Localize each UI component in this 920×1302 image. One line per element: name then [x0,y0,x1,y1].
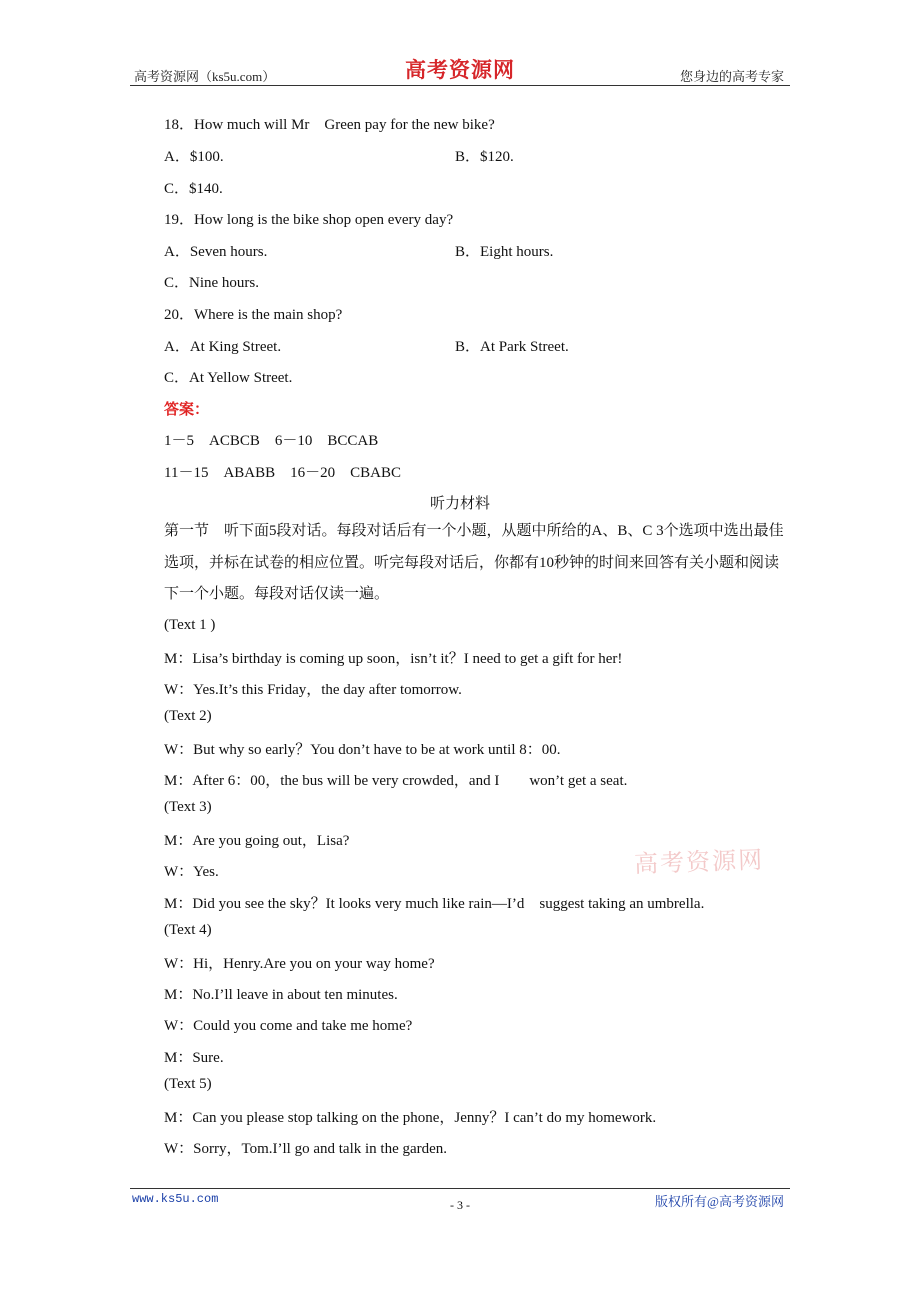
dialogue-line: M：Did you see the sky？It looks very much like rain—I’d suggest taking an umbrella. [164,896,705,912]
question-19-stem: 19．How long is the bike shop open every day? [164,212,454,228]
dialogue-line: W：Hi，Henry.Are you on your way home? [164,956,435,972]
dialogue-line: M：Can you please stop talking on the phone，Jenny？I can’t do my homework. [164,1110,657,1126]
text-4-heading: (Text 4) [164,922,212,938]
text-5-heading: (Text 5) [164,1076,212,1092]
dialogue-line: W：But why so early？You don’t have to be at work until 8：00. [164,742,561,758]
question-18-option-b: B．$120. [455,149,514,165]
dialogue-line: W：Could you come and take me home? [164,1018,413,1034]
question-19-option-c: C．Nine hours. [164,275,259,291]
footer-website-link[interactable]: www.ks5u.com [132,1192,219,1206]
question-19-option-a: A．Seven hours. [164,244,268,260]
answers-line-1: 1－5 ACBCB 6－10 BCCAB [164,433,379,449]
watermark: 高考资源网 [633,847,765,879]
dialogue-line: M：Are you going out，Lisa? [164,833,350,849]
page-number: - 3 - [450,1198,470,1212]
footer-copyright: 版权所有@高考资源网 [655,1194,784,1209]
text-3-heading: (Text 3) [164,799,212,815]
footer-divider [130,1188,790,1189]
header-divider [130,85,790,86]
answers-line-2: 11－15 ABABB 16－20 CBABC [164,465,401,481]
question-20-stem: 20．Where is the main shop? [164,307,343,323]
dialogue-line: M：After 6：00，the bus will be very crowded，and I won’t get a seat. [164,773,628,789]
header-slogan: 您身边的高考专家 [679,69,784,84]
dialogue-line: M：No.I’ll leave in about ten minutes. [164,987,398,1003]
header-site-name: 高考资源网（ks5u.com） [134,69,276,84]
question-18-option-a: A．$100. [164,149,224,165]
question-19-option-b: B．Eight hours. [455,244,554,260]
question-20-option-b: B．At Park Street. [455,339,569,355]
header-logo: 高考资源网 [405,58,515,82]
dialogue-line: W：Sorry，Tom.I’ll go and talk in the garden. [164,1141,448,1157]
text-1-heading: (Text 1 ) [164,617,216,633]
answers-label: 答案： [164,402,210,418]
question-20-option-c: C．At Yellow Street. [164,370,293,386]
dialogue-line: W：Yes. [164,864,219,880]
dialogue-line: M：Lisa’s birthday is coming up soon，isn’t it？I need to get a gift for her! [164,651,623,667]
question-18-option-c: C．$140. [164,181,223,197]
transcript-title: 听力材料 [429,496,490,512]
question-20-option-a: A．At King Street. [164,339,282,355]
transcript-intro: 第一节 听下面5段对话。每段对话后有一个小题，从题中所给的A、B、C 3个选项中选出最佳选项，并标在试卷的相应位置。听完每段对话后，你都有10秒钟的时间来回答有关小题和阅读下一个小题。每段对话仅读一遍。 [164,523,784,602]
dialogue-line: M：Sure. [164,1050,224,1066]
question-18-stem: 18．How much will Mr Green pay for the new bike? [164,117,495,133]
dialogue-line: W：Yes.It’s this Friday，the day after tomorrow. [164,682,462,698]
text-2-heading: (Text 2) [164,708,212,724]
